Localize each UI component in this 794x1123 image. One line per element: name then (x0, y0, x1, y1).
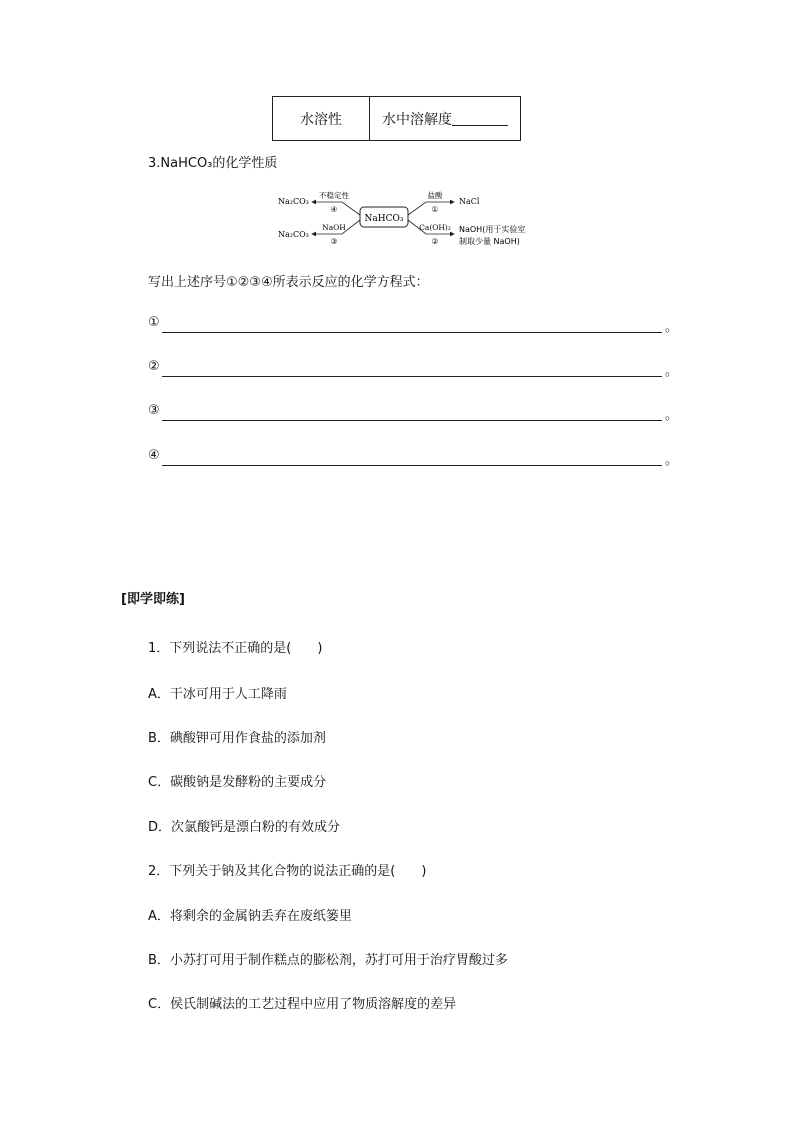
right-bottom-product-line1: NaOH(用于实验室 (459, 225, 526, 234)
answer-underline[interactable] (162, 376, 662, 377)
reaction-diagram (272, 186, 562, 250)
equation-prompt: 写出上述序号①②③④所表示反应的化学方程式： (148, 275, 429, 290)
answer-line[interactable] (148, 315, 678, 335)
answer-line[interactable] (148, 448, 678, 468)
right-bottom-label: Ca(OH)₂ (419, 223, 451, 232)
left-top-product: Na₂CO₃ (278, 197, 309, 206)
left-top-num: ④ (330, 205, 338, 214)
solubility-table (272, 96, 521, 141)
answer-underline[interactable] (162, 332, 662, 333)
option-c[interactable]: C．碳酸钠是发酵粉的主要成分 (148, 775, 327, 790)
right-top-product: NaCl (459, 197, 480, 206)
answer-line-number: ① (148, 315, 160, 330)
answer-line-end: 。 (664, 364, 678, 379)
table-cell-solubility-degree-label: 水中溶解度 (382, 111, 452, 128)
question-stem: 1．下列说法不正确的是( ) (148, 641, 323, 656)
option-a[interactable]: A．将剩余的金属钠丢弃在废纸篓里 (148, 909, 352, 924)
option-d[interactable]: D．次氯酸钙是漂白粉的有效成分 (148, 820, 341, 835)
left-bottom-num: ③ (330, 237, 338, 246)
option-b[interactable]: B．小苏打可用于制作糕点的膨松剂，苏打可用于治疗胃酸过多 (148, 953, 508, 968)
right-top-num: ① (431, 205, 439, 214)
left-bottom-product: Na₂CO₃ (278, 230, 309, 239)
option-c[interactable]: C．侯氏制碱法的工艺过程中应用了物质溶解度的差异 (148, 997, 457, 1012)
practice-header: [即学即练] (121, 592, 185, 607)
section-title: 3.NaHCO₃的化学性质 (148, 156, 278, 171)
right-bottom-num: ② (431, 237, 439, 246)
option-a[interactable]: A．干冰可用于人工降雨 (148, 687, 287, 702)
right-bottom-product-line2: 制取少量 NaOH) (459, 237, 520, 246)
right-top-label: 盐酸 (427, 191, 443, 200)
answer-line-number: ③ (148, 403, 160, 418)
option-b[interactable]: B．碘酸钾可用作食盐的添加剂 (148, 731, 326, 746)
table-cell-solubility: 水溶性 (273, 97, 370, 140)
answer-underline[interactable] (162, 465, 662, 466)
question-stem: 2．下列关于钠及其化合物的说法正确的是( ) (148, 864, 427, 879)
answer-line-end: 。 (664, 320, 678, 335)
left-bottom-label: NaOH (322, 223, 346, 232)
table-cell-solubility-degree (370, 97, 520, 140)
answer-underline[interactable] (162, 420, 662, 421)
fill-blank[interactable] (452, 111, 508, 126)
answer-line-end: 。 (664, 408, 678, 423)
left-top-label: 不稳定性 (319, 191, 349, 200)
center-compound: NaHCO₃ (364, 214, 404, 224)
answer-line[interactable] (148, 403, 678, 423)
answer-line-number: ④ (148, 448, 160, 463)
answer-line-number: ② (148, 359, 160, 374)
answer-line-end: 。 (664, 453, 678, 468)
answer-line[interactable] (148, 359, 678, 379)
